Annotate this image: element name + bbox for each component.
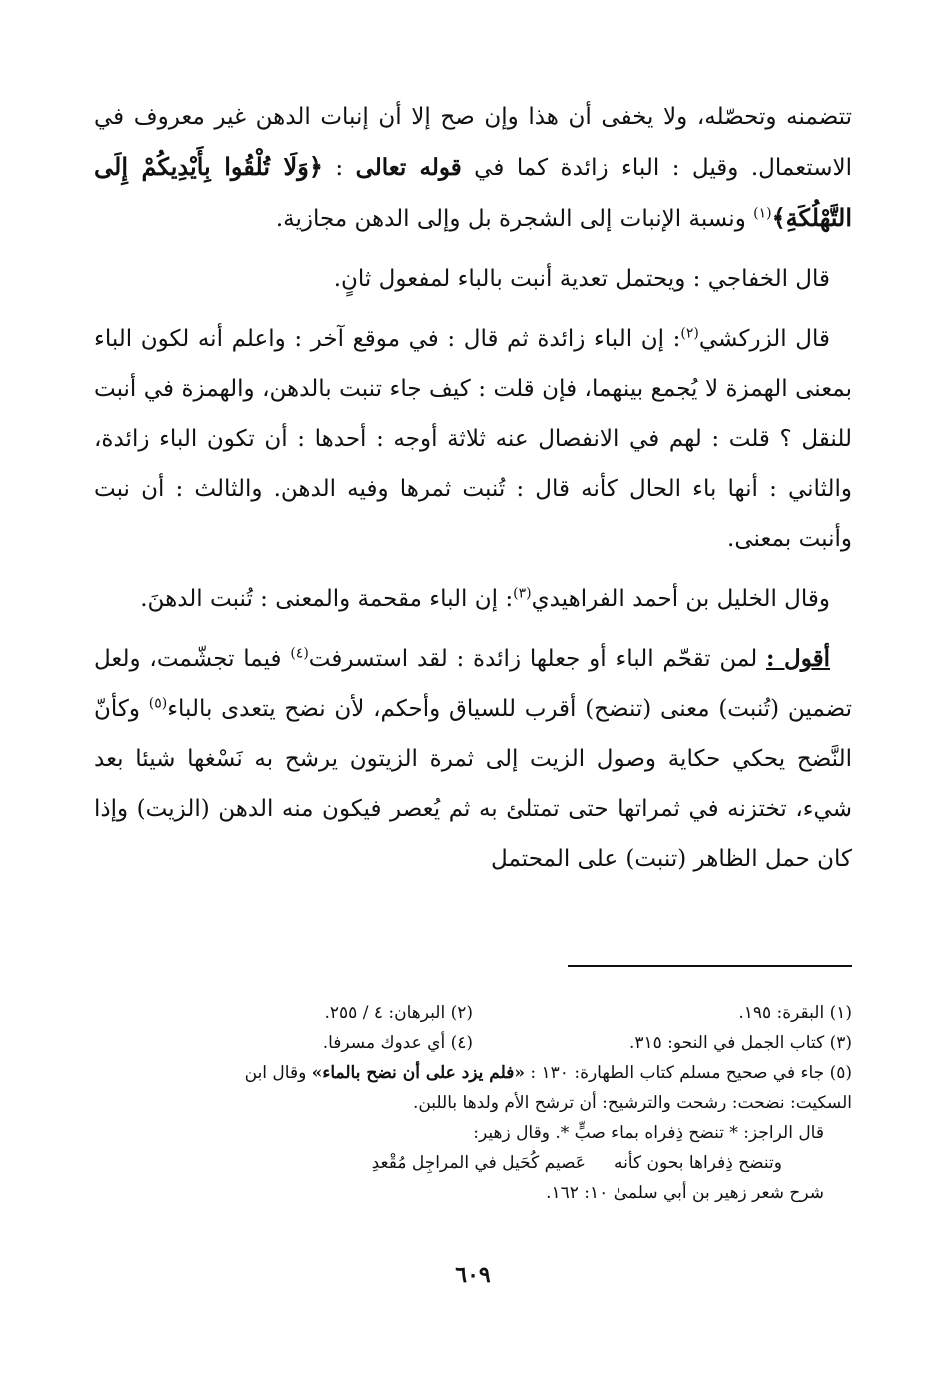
paragraph-5 [94,634,852,884]
p5-text-a: لمن تقحّم الباء أو جعلها زائدة : لقد استسرفت [308,646,767,672]
p2-text: قال الخفاجي : ويحتمل تعدية أنبت بالباء لمفعول ثانٍ. [333,266,830,292]
footnote-5-verse [94,1148,852,1178]
footnote-4: (٤) أي عدوك مسرفا. [322,1033,473,1053]
paragraph-4 [94,574,852,624]
paragraph-2 [94,254,852,304]
footnote-5-line-1 [94,1058,852,1088]
p1-text-c: ونسبة الإنبات إلى الشجرة بل وإلى الدهن مجازية. [275,206,754,232]
p4-text-b: : إن الباء مقحمة والمعنى : تُنبت الدهنَ. [140,586,514,612]
verse-hemistich-1: وتنضح ذِفراها بحون كأنه [613,1153,782,1173]
footnote-ref-2: (٢) [680,325,699,342]
p1-text-a: تتضمنه وتحصّله، ولا يخفى أن هذا وإن صح إلا أن إنبات الدهن غير معروف في الاستعمال. وقيل : الباء زائدة كما في [94,104,853,181]
footnote-ref-3: (٣) [513,585,532,602]
footnote-3: (٣) كتاب الجمل في النحو: ٣١٥. [628,1033,852,1053]
quran-verse: ﴿وَلَا تُلْقُوا بِأَيْدِيكُمْ إِلَى التَّهْلُكَةِ﴾ [94,152,852,232]
footnote-1: (١) البقرة: ١٩٥. [738,1003,852,1023]
footnote-5-text-b: وقال ابن [244,1063,312,1083]
page-number: ٦٠٩ [455,1262,491,1288]
footnote-5-line-3: قال الراجز: * تنضح ذِفراه بماء صبٍّ *. وقال زهير: [473,1123,824,1143]
p3-text-a: قال الزركشي [698,326,831,352]
footnote-5-line-5: شرح شعر زهير بن أبي سلمىٰ ١٠: ١٦٢. [546,1183,824,1203]
footnote-5-line-2: السكيت: نضحت: رشحت والترشيح: أن ترشح الأم ولدها باللبن. [412,1093,852,1113]
footnote-row-2 [94,1028,852,1058]
p1-text-b: : [322,155,356,181]
p3-text-b: : إن الباء زائدة ثم قال : في موقع آخر : واعلم أنه لكون الباء بمعنى الهمزة لا يُجمع بينهما، فإن قلت : كيف جاء تنبت بالدهن، والهمزة في أنبت للنقل ؟ قلت : لهم في الانفصال عنه ثلاثة أوجه : أحدها : أن تكون الباء زائدة، والثاني : أنها باء الحال كأنه قال : تُنبت ثمرها وفيه الدهن. والثالث : أن نبت وأنبت بمعنى. [94,326,852,552]
p4-text-a: وقال الخليل بن أحمد الفراهيدي [531,586,830,612]
p5-text-c: وكأنّ النَّضح يحكي حكاية وصول الزيت إلى ثمرة الزيتون يرشح به نَسْغها شيئا بعد شيء، تختزنه في ثمراتها حتى تمتلئ به ثم يُعصر فيكون منه الدهن (الزيت) وإذا كان حمل الظاهر (تنبت) على المحتمل [94,696,852,872]
paragraph-1 [94,92,852,244]
footnote-ref-5: (٥) [148,695,168,712]
verse-hemistich-2: عَصيم كُحَيل في المراجِل مُقْعدِ [371,1153,586,1173]
main-text [94,92,852,894]
footnote-row-1 [94,998,852,1028]
footnote-5-hadith: «فلم يزد على أن نضح بالماء» [311,1063,525,1083]
p5-text-b: فيما تجشّمت، ولعل تضمين (تُنبت) معنى (تنضح) أقرب للسياق وأحكم، لأن نضح يتعدى بالباء [94,646,852,722]
footnote-5-text-a: (٥) جاء في صحيح مسلم كتاب الطهارة: ١٣٠ : [524,1063,852,1083]
footnotes [94,998,852,1208]
footnote-separator [568,965,852,967]
aqool-label: أقول : [766,645,830,672]
p1-bold-phrase: قوله تعالى [355,154,462,181]
footnote-2: (٢) البرهان: ٤ / ٢٥٥. [324,1003,473,1023]
paragraph-3 [94,314,852,564]
footnote-ref-4: (٤) [290,645,309,662]
footnote-ref-1: (١) [753,205,772,222]
